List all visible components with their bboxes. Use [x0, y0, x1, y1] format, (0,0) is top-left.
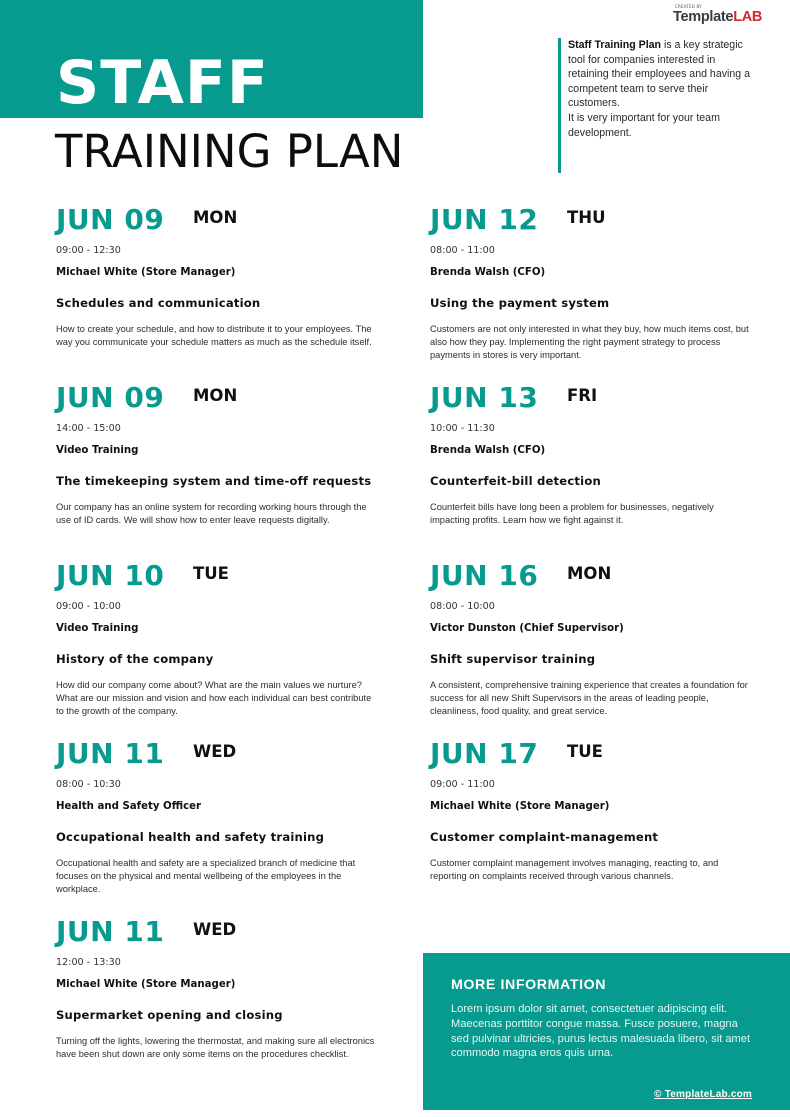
entry-date: JUN 09 — [56, 203, 165, 236]
entry-date: JUN 10 — [56, 559, 165, 592]
entry-date: JUN 11 — [56, 915, 165, 948]
entry-description: Our company has an online system for recording working hours through the use of ID cards. We will show how to enter leave requests digitally. — [56, 502, 367, 526]
entry-day: WED — [193, 742, 237, 761]
entry-topic: History of the company — [56, 652, 214, 666]
entry-trainer: Video Training — [56, 445, 139, 456]
entry-trainer: Michael White (Store Manager) — [56, 267, 236, 278]
entry-description: Turning off the lights, lowering the thermostat, and making sure all electronics have been shut down are only some items on the procedures checklist. — [56, 1036, 375, 1060]
entry-description: Customers are not only interested in what they buy, how much items cost, but also how they pay. Implementing the right payment strategy to process payments in stores is very important. — [430, 324, 749, 361]
entry-trainer: Brenda Walsh (CFO) — [430, 267, 546, 278]
entry-time: 10:00 - 11:30 — [430, 423, 495, 434]
entry-trainer: Michael White (Store Manager) — [430, 801, 610, 812]
entry-time: 08:00 - 11:00 — [430, 245, 495, 256]
entry-day: WED — [193, 920, 237, 939]
more-information-text: Lorem ipsum dolor sit amet, consectetuer adipiscing elit. Maecenas porttitor congue massa. Fusce posuere, magna sed pulvinar ultricies, purus lectus malesuada libero, sit amet commodo magna eros quis urna. — [451, 1003, 751, 1060]
entry-topic: Occupational health and safety training — [56, 830, 325, 844]
entry-description: How to create your schedule, and how to distribute it to your employees. The way you communicate your schedule matters as much as the schedule itself. — [56, 324, 372, 348]
intro-bold-lead: Staff Training Plan — [568, 39, 662, 51]
entry-date: JUN 16 — [430, 559, 539, 592]
entry-description: Counterfeit bills have long been a problem for businesses, negatively impacting profits. Learn how we fight against it. — [430, 502, 714, 526]
entry-time: 09:00 - 11:00 — [430, 779, 495, 790]
entry-trainer: Michael White (Store Manager) — [56, 979, 236, 990]
entry-day: MON — [193, 208, 238, 227]
entry-topic: Schedules and communication — [56, 296, 261, 310]
logo-template-text: Template — [673, 9, 734, 25]
more-information-title: MORE INFORMATION — [451, 977, 607, 993]
intro-text: is a key strategic tool for companies interested in retaining their employees and having a competent team to serve their customers. — [568, 39, 750, 110]
entry-time: 12:00 - 13:30 — [56, 957, 121, 968]
entry-trainer: Video Training — [56, 623, 139, 634]
intro-text-2: It is very important for your team development. — [568, 111, 720, 139]
templatelab-link[interactable]: © TemplateLab.com — [654, 1089, 752, 1100]
entry-date: JUN 17 — [430, 737, 539, 770]
entry-description: Occupational health and safety are a specialized branch of medicine that focuses on the physical and mental wellbeing of the employees in the workplace. — [56, 858, 356, 895]
entry-date: JUN 13 — [430, 381, 539, 414]
entry-date: JUN 11 — [56, 737, 165, 770]
entry-topic: Customer complaint-management — [430, 830, 659, 844]
entry-date: JUN 12 — [430, 203, 539, 236]
entry-date: JUN 09 — [56, 381, 165, 414]
entry-trainer: Health and Safety Officer — [56, 801, 202, 812]
entry-topic: Shift supervisor training — [430, 652, 596, 666]
entry-time: 09:00 - 10:00 — [56, 601, 121, 612]
page-title-training-plan: TRAINING PLAN — [55, 125, 404, 178]
entry-day: MON — [193, 386, 238, 405]
entry-day: TUE — [567, 742, 603, 761]
entry-topic: Supermarket opening and closing — [56, 1008, 283, 1022]
entry-description: A consistent, comprehensive training experience that creates a foundation for success for all new Shift Supervisors in the areas of leading people, cleanliness, food quality, and great service. — [430, 680, 748, 717]
entry-topic: Using the payment system — [430, 296, 610, 310]
entry-trainer: Brenda Walsh (CFO) — [430, 445, 546, 456]
page-title-staff: STAFF — [56, 48, 269, 118]
entry-day: TUE — [193, 564, 229, 583]
entry-trainer: Victor Dunston (Chief Supervisor) — [430, 623, 624, 634]
entry-time: 09:00 - 12:30 — [56, 245, 121, 256]
logo-lab-text: LAB — [733, 9, 763, 25]
entry-day: FRI — [567, 386, 598, 405]
intro-callout — [558, 38, 758, 173]
logo-wordmark — [673, 9, 762, 25]
entry-topic: Counterfeit-bill detection — [430, 474, 601, 488]
templatelab-logo — [673, 4, 783, 28]
entry-time: 08:00 - 10:00 — [430, 601, 495, 612]
entry-topic: The timekeeping system and time-off requests — [56, 474, 372, 488]
entry-time: 14:00 - 15:00 — [56, 423, 121, 434]
entry-description: Customer complaint management involves managing, reacting to, and reporting on complaints received through various channels. — [430, 858, 719, 882]
entry-time: 08:00 - 10:30 — [56, 779, 121, 790]
entry-day: THU — [567, 208, 606, 227]
entry-day: MON — [567, 564, 612, 583]
entry-description: How did our company come about? What are the main values we nurture? What are our mission and vision and how each individual can best contribute to the growth of the company. — [56, 680, 372, 717]
logo-created-by: CREATED BY — [675, 4, 702, 9]
more-information-box — [423, 953, 790, 1110]
